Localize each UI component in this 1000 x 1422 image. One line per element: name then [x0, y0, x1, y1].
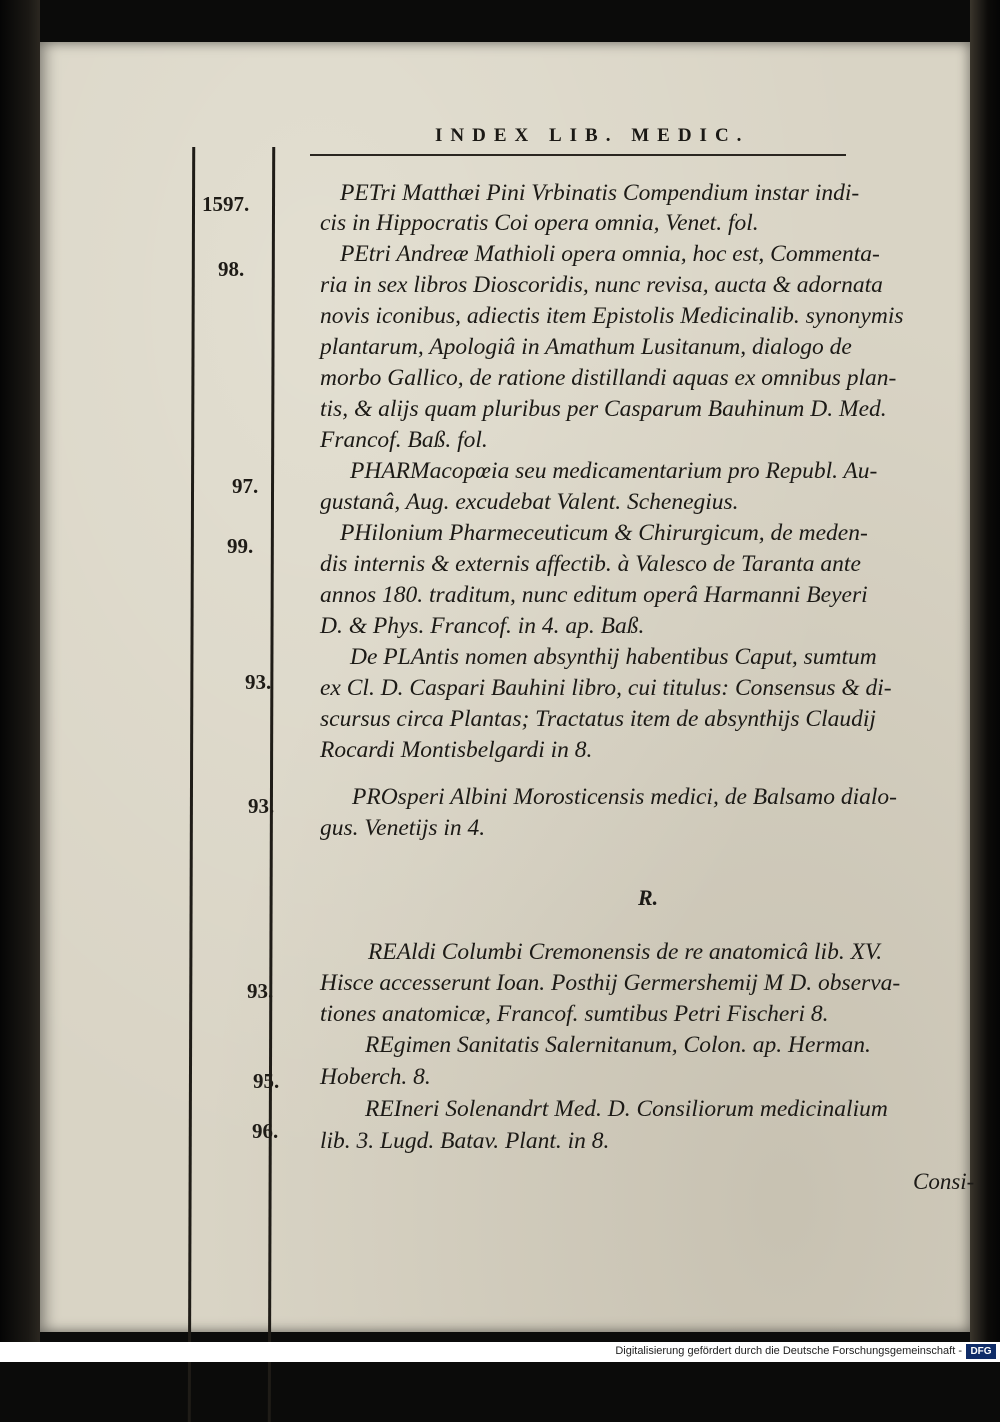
year-note: 93. [247, 979, 274, 1003]
entry-text-line: gus. Venetijs in 4. [320, 815, 486, 841]
section-letter: R. [638, 885, 659, 910]
running-head: INDEX LIB. MEDIC. [435, 125, 750, 146]
year-note: 96. [252, 1119, 279, 1143]
catchword: Consi- [913, 1169, 975, 1194]
entry-text-line: gustanâ, Aug. excudebat Valent. Schenegius. [320, 489, 739, 515]
entry-text-line: ria in sex libros Dioscoridis, nunc revisa, aucta & adornata [320, 272, 883, 298]
margin-rule-inner [268, 147, 275, 1422]
entry-text-line: lib. 3. Lugd. Batav. Plant. in 8. [320, 1128, 610, 1154]
entry-text-line: REgimen Sanitatis Salernitanum, Colon. ap. Herman. [365, 1032, 871, 1058]
entry-text-line: PEtri Andreæ Mathioli opera omnia, hoc est, Commenta- [340, 241, 880, 267]
entry-text-line: Hoberch. 8. [320, 1064, 431, 1090]
year-note: 1597. [202, 192, 250, 216]
dfg-logo: DFG [966, 1344, 996, 1359]
entry-text-line: PROsperi Albini Morosticensis medici, de Balsamo dialo- [352, 784, 898, 810]
margin-rule-outer [188, 147, 195, 1422]
year-note: 97. [232, 474, 259, 498]
digitization-footer [0, 1342, 1000, 1362]
year-note: 98. [218, 257, 245, 281]
entry-text-line: PHARMacopœia seu medicamentarium pro Republ. Au- [350, 458, 878, 484]
entry-text-line: morbo Gallico, de ratione distillandi aquas ex omnibus plan- [320, 365, 897, 391]
entry-text-line: Rocardi Montisbelgardi in 8. [320, 737, 593, 763]
year-note: 93. [248, 794, 275, 818]
entry-text-line: tis, & alijs quam pluribus per Casparum Bauhinum D. Med. [320, 396, 887, 422]
entry-text-line: dis internis & externis affectib. à Valesco de Taranta ante [320, 551, 861, 577]
entry-text-line: De PLAntis nomen absynthij habentibus Caput, sumtum [350, 644, 877, 670]
entry-text-line: cis in Hippocratis Coi opera omnia, Venet. fol. [320, 210, 759, 236]
entry-text-line: PHilonium Pharmeceuticum & Chirurgicum, de meden- [340, 520, 868, 546]
running-head-rule [310, 154, 846, 156]
entry-text-line: novis iconibus, adiectis item Epistolis Medicinalib. synonymis [320, 303, 904, 329]
entry-text-line: scursus circa Plantas; Tractatus item de absynthijs Claudij [320, 706, 876, 732]
scan-left-edge [0, 0, 40, 1342]
footer-credit: Digitalisierung gefördert durch die Deutsche Forschungsgemeinschaft - [615, 1345, 962, 1357]
entry-text-line: plantarum, Apologiâ in Amathum Lusitanum, dialogo de [320, 334, 852, 360]
entry-text-line: ex Cl. D. Caspari Bauhini libro, cui titulus: Consensus & di- [320, 675, 892, 701]
year-note: 95. [253, 1069, 280, 1093]
entry-text-line: PETri Matthæi Pini Vrbinatis Compendium instar indi- [340, 180, 860, 206]
entry-text-line: Francof. Baß. fol. [320, 427, 488, 453]
entry-text-line: REAldi Columbi Cremonensis de re anatomicâ lib. XV. [368, 939, 883, 965]
year-note: 99. [227, 534, 254, 558]
entry-text-line: annos 180. traditum, nunc editum operâ Harmanni Beyeri [320, 582, 868, 608]
entry-text-line: REIneri Solenandrt Med. D. Consiliorum medicinalium [365, 1096, 888, 1122]
entry-text-line: Hisce accesserunt Ioan. Posthij Germershemij M D. observa- [320, 970, 901, 996]
entry-text-line: D. & Phys. Francof. in 4. ap. Baß. [320, 613, 645, 639]
book-page [40, 42, 975, 1332]
year-note: 93. [245, 670, 272, 694]
entry-text-line: tiones anatomicæ, Francof. sumtibus Petri Fischeri 8. [320, 1001, 829, 1027]
